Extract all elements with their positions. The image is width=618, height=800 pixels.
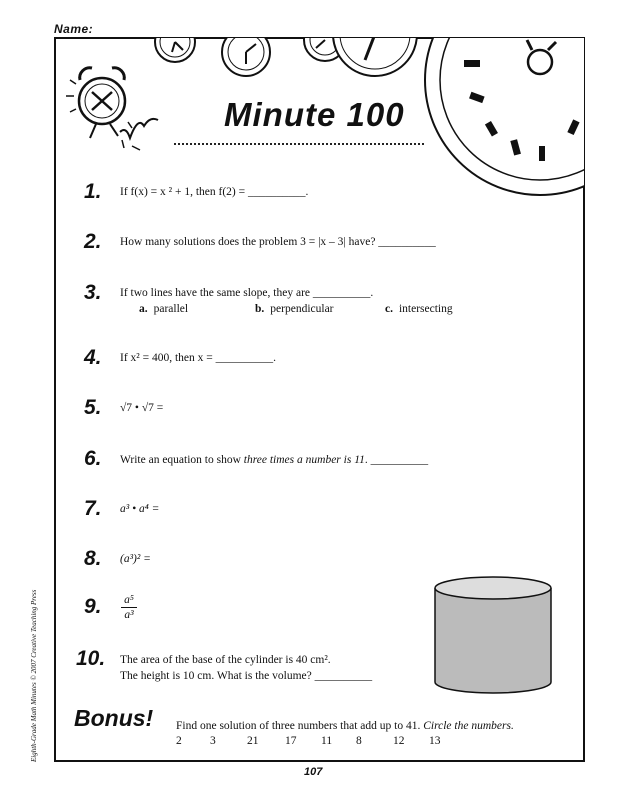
bonus-number[interactable]: 13: [429, 735, 441, 747]
option-letter: b.: [255, 303, 265, 315]
question-text: If f(x) = x ² + 1, then f(2) = __________.: [120, 186, 309, 198]
question-number: 6.: [84, 447, 102, 470]
question-text: If x² = 400, then x = __________.: [120, 352, 277, 364]
alarm-clock-character-icon: [66, 68, 158, 150]
small-clock-icon: [222, 28, 270, 76]
bonus-text: [176, 720, 514, 732]
bonus-number[interactable]: 12: [393, 735, 405, 747]
question-number: 7.: [84, 497, 102, 520]
bonus-text-prefix: Find one solution of three numbers that add up to 41.: [176, 720, 424, 732]
bonus-number[interactable]: 3: [210, 735, 216, 747]
title-dotted-rule: [174, 143, 424, 145]
title-word: Minute: [224, 96, 337, 133]
question-text-italic: three times a number is 11: [243, 454, 365, 466]
page-number: 107: [304, 766, 323, 778]
bonus-number[interactable]: 11: [321, 735, 333, 747]
fraction-bar: [121, 607, 137, 608]
option-label: intersecting: [398, 303, 453, 315]
small-clock-icon: [155, 22, 195, 62]
question-number: 1.: [84, 180, 102, 203]
option-letter: a.: [139, 303, 148, 315]
question-number: 8.: [84, 547, 102, 570]
question-number: 10.: [76, 647, 106, 670]
bonus-number[interactable]: 21: [247, 735, 259, 747]
question-text: a³ • a⁴ =: [120, 503, 160, 515]
question-text-line1: The area of the base of the cylinder is 40 cm².: [120, 654, 331, 666]
question-text: How many solutions does the problem 3 = |x – 3| have? __________: [120, 236, 436, 248]
fraction-denominator: a³: [124, 609, 134, 621]
page-title: [224, 96, 405, 134]
question-number: 4.: [84, 346, 102, 369]
copyright-side-text: Eighth-Grade Math Minutes © 2007 Creative Teaching Press: [30, 589, 38, 762]
answer-option-a: [139, 303, 188, 315]
bonus-number[interactable]: 17: [285, 735, 297, 747]
bonus-label: Bonus!: [74, 705, 154, 731]
bonus-number[interactable]: 2: [176, 735, 182, 747]
title-number: 100: [346, 96, 405, 133]
question-number: 9.: [84, 595, 102, 618]
question-text: √7 • √7 =: [120, 402, 164, 414]
question-text-line2: The height is 10 cm. What is the volume? __________: [120, 670, 373, 682]
cylinder-icon: [435, 577, 551, 693]
bonus-number[interactable]: 8: [356, 735, 362, 747]
name-label: Name:: [54, 22, 94, 36]
question-text: [120, 454, 428, 466]
fraction-numerator: a⁵: [124, 594, 134, 606]
answer-option-c: [385, 303, 453, 315]
question-text-suffix: . __________: [364, 454, 429, 466]
large-clock-icon: [425, 0, 618, 195]
question-text: If two lines have the same slope, they are __________.: [120, 287, 374, 299]
option-label: perpendicular: [270, 303, 334, 315]
question-text: (a³)² =: [120, 553, 151, 565]
option-letter: c.: [385, 303, 393, 315]
fraction-expression: [121, 594, 137, 621]
option-label: parallel: [153, 303, 189, 315]
question-number: 2.: [84, 230, 102, 253]
answer-option-b: [255, 303, 334, 315]
question-text-prefix: Write an equation to show: [120, 454, 244, 466]
bonus-text-italic: Circle the numbers.: [423, 720, 514, 732]
question-number: 5.: [84, 396, 102, 419]
medium-clock-icon: [333, 0, 417, 76]
question-number: 3.: [84, 281, 102, 304]
